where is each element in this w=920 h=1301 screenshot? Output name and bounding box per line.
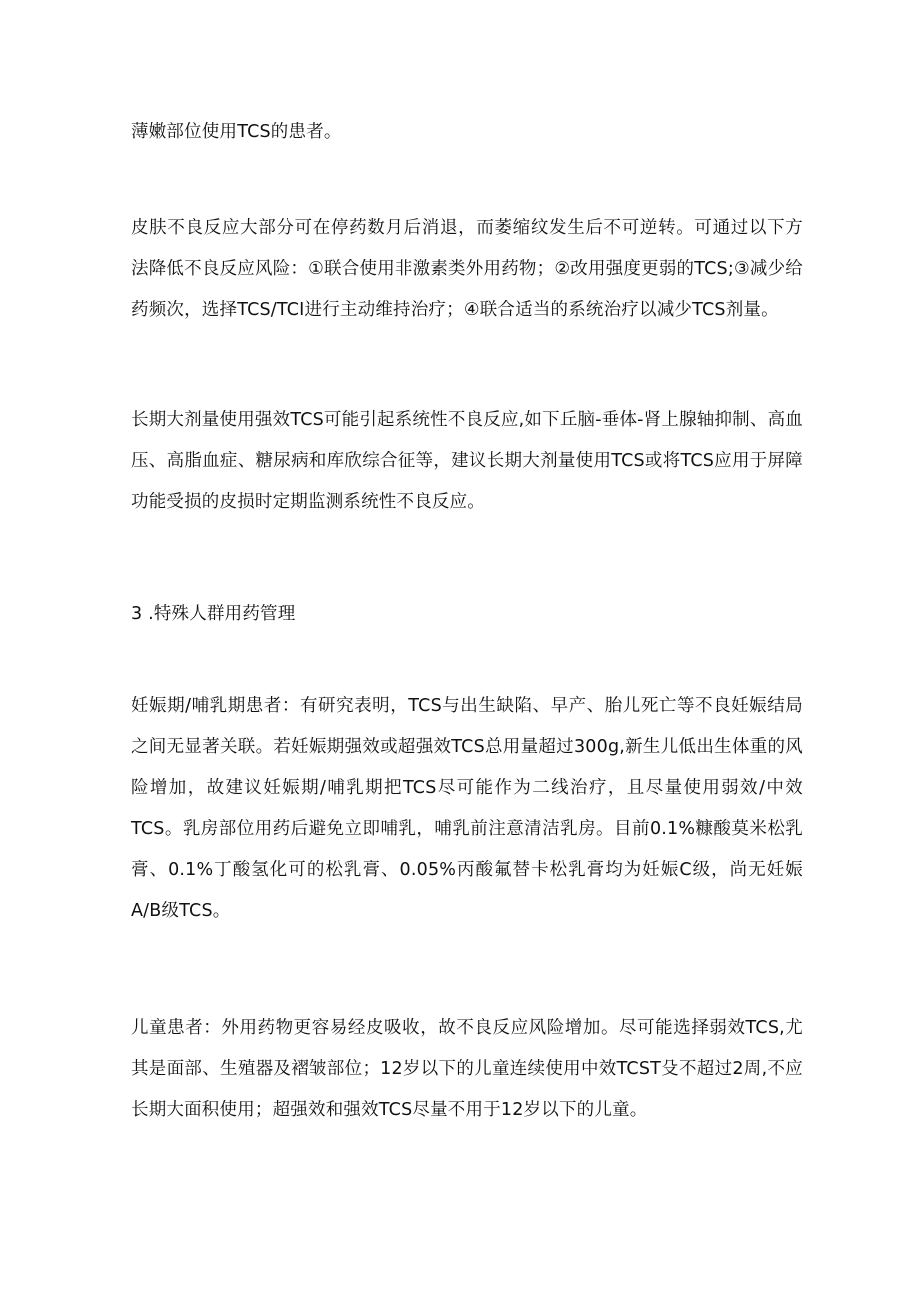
section-heading-special-populations: 3 .特殊人群用药管理: [131, 604, 296, 624]
paragraph-systemic-adverse-reactions: 长期大剂量使用强效TCS可能引起系统性不良反应,如下丘脑-垂体-肾上腺轴抑制、高血压、高脂血症、糖尿病和库欣综合征等，建议长期大剂量使用TCS或将TCS应用于屏障功能受损的皮损时定期监测系统性不良反应。: [131, 410, 803, 512]
paragraph-thin-skin-note: 薄嫩部位使用TCS的患者。: [131, 122, 342, 142]
paragraph-pediatric-patients: 儿童患者：外用药物更容易经皮吸收，故不良反应风险增加。尽可能选择弱效TCS,尤其是面部、生殖器及褶皱部位；12岁以下的儿童连续使用中效TCST殳不超过2周,不应长期大面积使用；超强效和强效TCS尽量不用于12岁以下的儿童。: [131, 1018, 803, 1120]
paragraph-skin-adverse-reactions: 皮肤不良反应大部分可在停药数月后消退，而萎缩纹发生后不可逆转。可通过以下方法降低不良反应风险：①联合使用非激素类外用药物；②改用强度更弱的TCS;③减少给药频次，选择TCS/TCI进行主动维持治疗；④联合适当的系统治疗以减少TCS剂量。: [131, 218, 803, 320]
paragraph-pregnancy-lactation: 妊娠期/哺乳期患者：有研究表明，TCS与出生缺陷、早产、胎儿死亡等不良妊娠结局之间无显著关联。若妊娠期强效或超强效TCS总用量超过300g,新生儿低出生体重的风险增加，故建议妊娠期/哺乳期把TCS尽可能作为二线治疗，且尽量使用弱效/中效TCS。乳房部位用药后避免立即哺乳，哺乳前注意清洁乳房。目前0.1%糠酸莫米松乳膏、0.1%丁酸氢化可的松乳膏、0.05%丙酸氟替卡松乳膏均为妊娠C级，尚无妊娠A/B级TCS。: [131, 696, 803, 921]
